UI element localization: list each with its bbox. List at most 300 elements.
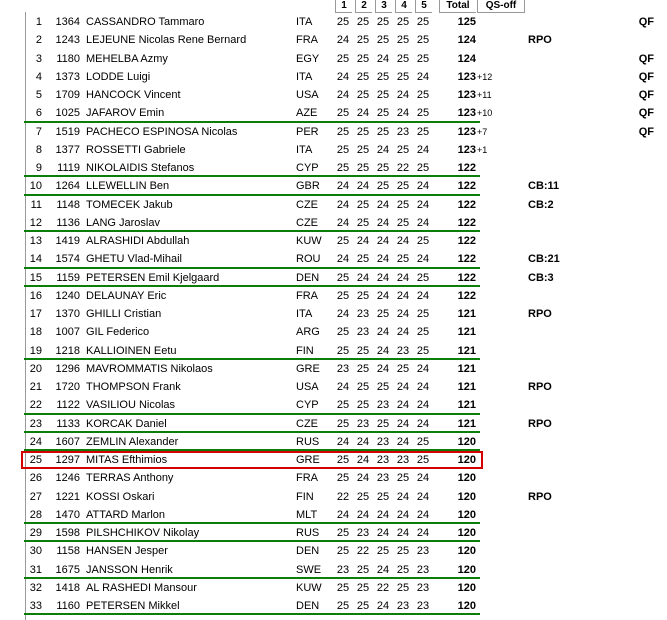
bib-cell: 1418	[55, 581, 80, 594]
total-score: 123	[457, 89, 476, 101]
series-score-5: 25	[416, 52, 430, 65]
table-row	[0, 67, 667, 85]
series-score-3: 24	[376, 362, 390, 375]
shoot-off-score: +10	[477, 108, 493, 119]
series-score-3: 25	[376, 34, 390, 47]
rank-cell: 8	[35, 143, 42, 156]
nation-code: GBR	[296, 180, 320, 193]
series-score-2: 24	[356, 180, 370, 193]
series-score-4: 24	[396, 235, 410, 247]
series-score-1: 25	[336, 289, 350, 302]
athlete-name: ROSSETTI Gabriele	[86, 143, 186, 156]
series-score-5: 24	[416, 490, 430, 503]
total-score: 120	[457, 581, 476, 594]
rank-cell: 3	[35, 52, 42, 65]
athlete-name: MITAS Efthimios	[86, 454, 168, 466]
total-score: 121	[457, 417, 476, 430]
rank-cell: 6	[35, 107, 42, 120]
series-score-5: 24	[416, 198, 430, 211]
series-score-5: 25	[416, 326, 430, 339]
table-row	[0, 268, 667, 286]
total-score: 125	[457, 16, 476, 28]
rank-cell: 11	[30, 198, 42, 211]
athlete-name: KORCAK Daniel	[86, 417, 167, 430]
table-row	[0, 505, 667, 523]
nation-code: CZE	[296, 198, 318, 211]
athlete-name: PILSHCHIKOV Nikolay	[86, 527, 200, 539]
series-score-5: 24	[416, 180, 430, 193]
series-score-2: 25	[356, 143, 370, 156]
remark-cell: CB:21	[528, 253, 560, 266]
nation-code: SWE	[296, 563, 322, 576]
table-row	[0, 103, 667, 121]
series-score-5: 25	[416, 16, 430, 28]
series-score-1: 24	[336, 34, 350, 47]
bib-cell: 1119	[57, 162, 80, 174]
series-score-1: 23	[336, 563, 350, 576]
series-score-1: 24	[336, 216, 350, 229]
table-row	[0, 414, 667, 432]
athlete-name: GHETU Vlad-Mihail	[86, 253, 182, 266]
series-score-2: 23	[356, 417, 370, 430]
nation-code: FIN	[296, 490, 314, 503]
shoot-off-score: +11	[477, 90, 492, 100]
bib-cell: 1675	[55, 563, 80, 576]
table-row	[0, 377, 667, 395]
series-score-4: 24	[396, 490, 410, 503]
series-score-1: 24	[336, 70, 350, 83]
series-score-3: 24	[376, 326, 390, 339]
bib-cell: 1136	[56, 216, 80, 229]
series-score-1: 25	[336, 326, 350, 339]
total-score: 122	[457, 253, 476, 266]
series-score-2: 25	[356, 52, 370, 65]
total-score: 123	[457, 70, 476, 83]
rank-cell: 18	[29, 326, 42, 339]
rank-cell: 5	[35, 89, 42, 101]
series-score-3: 25	[376, 180, 390, 193]
series-score-5: 25	[416, 344, 430, 357]
series-score-3: 25	[376, 70, 390, 83]
bib-cell: 1598	[55, 527, 80, 539]
nation-code: ROU	[296, 253, 321, 266]
series-score-5: 23	[416, 600, 430, 612]
athlete-name: LODDE Luigi	[86, 70, 151, 83]
series-score-1: 25	[336, 344, 350, 357]
nation-code: KUW	[296, 581, 322, 594]
series-score-3: 23	[376, 399, 390, 412]
total-score: 123	[457, 107, 476, 120]
athlete-name: MAVROMMATIS Nikolaos	[86, 362, 213, 375]
athlete-name: PACHECO ESPINOSA Nicolas	[86, 125, 238, 138]
series-score-5: 23	[416, 563, 430, 576]
series-score-4: 25	[396, 34, 410, 47]
series-score-1: 24	[336, 308, 350, 320]
nation-code: KUW	[296, 235, 322, 247]
rank-cell: 22	[29, 399, 42, 412]
nation-code: FRA	[296, 34, 318, 47]
series-score-3: 25	[376, 162, 390, 174]
table-row	[0, 12, 667, 30]
athlete-name: JANSSON Henrik	[86, 563, 173, 576]
bib-cell: 1180	[56, 52, 80, 65]
series-score-3: 25	[376, 417, 390, 430]
series-score-5: 24	[416, 381, 430, 393]
series-score-3: 23	[376, 472, 390, 485]
series-score-1: 25	[336, 399, 350, 412]
athlete-name: VASILIOU Nicolas	[86, 399, 176, 412]
remark-cell: CB:2	[528, 198, 554, 211]
table-row	[0, 322, 667, 340]
nation-code: ITA	[296, 308, 313, 320]
qualification-status: QF	[638, 107, 654, 120]
table-row	[0, 541, 667, 559]
athlete-name: PETERSEN Emil Kjelgaard	[86, 271, 220, 284]
series-score-4: 24	[396, 271, 410, 284]
bib-cell: 1377	[55, 143, 80, 156]
series-score-4: 25	[396, 16, 410, 28]
series-score-1: 22	[336, 490, 350, 503]
series-score-3: 24	[376, 235, 390, 247]
rank-cell: 7	[35, 125, 42, 138]
qualification-status: QF	[638, 89, 654, 101]
bib-cell: 1159	[56, 271, 80, 284]
header-round-4: 4	[395, 0, 412, 13]
header-qs-off: QS-off	[477, 0, 525, 13]
nation-code: ITA	[296, 16, 313, 28]
total-score: 120	[457, 527, 476, 539]
table-row	[0, 286, 667, 304]
series-score-3: 25	[376, 125, 390, 138]
athlete-name: DELAUNAY Eric	[86, 289, 167, 302]
bib-cell: 1574	[55, 253, 80, 266]
series-score-2: 25	[356, 162, 370, 174]
rank-cell: 21	[29, 381, 42, 393]
bib-cell: 1133	[56, 417, 80, 430]
series-score-4: 25	[396, 362, 410, 375]
athlete-name: PETERSEN Mikkel	[86, 600, 180, 612]
table-row	[0, 395, 667, 413]
total-score: 121	[457, 326, 476, 339]
remark-cell: RPO	[528, 308, 552, 320]
nation-code: DEN	[296, 600, 320, 612]
series-score-2: 25	[356, 289, 370, 302]
nation-code: GRE	[296, 362, 320, 375]
series-score-2: 23	[356, 308, 370, 320]
nation-code: CYP	[296, 162, 319, 174]
series-score-1: 24	[336, 381, 350, 393]
series-score-5: 24	[416, 508, 430, 521]
rank-cell: 12	[29, 216, 42, 229]
series-score-5: 25	[416, 162, 430, 174]
total-score: 123	[457, 143, 476, 156]
athlete-name: KALLIOINEN Eetu	[86, 344, 177, 357]
rank-cell: 33	[29, 600, 42, 612]
bib-cell: 1158	[56, 545, 80, 558]
athlete-name: KOSSI Oskari	[86, 490, 155, 503]
series-score-4: 24	[396, 399, 410, 412]
series-score-2: 24	[356, 271, 370, 284]
series-score-1: 24	[336, 180, 350, 193]
series-score-3: 24	[376, 143, 390, 156]
athlete-name: ATTARD Marlon	[86, 508, 166, 521]
total-score: 121	[457, 308, 476, 320]
series-score-4: 24	[396, 381, 410, 393]
rank-cell: 29	[29, 527, 42, 539]
table-row	[0, 249, 667, 267]
rank-cell: 17	[29, 308, 42, 320]
total-score: 121	[457, 399, 476, 412]
series-score-3: 24	[376, 253, 390, 266]
series-score-5: 24	[416, 143, 430, 156]
table-row	[0, 560, 667, 578]
series-score-2: 25	[356, 216, 370, 229]
athlete-name: LLEWELLIN Ben	[86, 180, 170, 193]
header-round-1: 1	[335, 0, 352, 13]
qualification-status: QF	[638, 52, 654, 65]
bib-cell: 1419	[55, 235, 80, 247]
total-score: 122	[457, 162, 476, 174]
series-score-5: 25	[416, 125, 430, 138]
bib-cell: 1720	[55, 381, 80, 393]
table-row	[0, 231, 667, 249]
series-score-2: 25	[356, 125, 370, 138]
bib-cell: 1007	[55, 326, 80, 339]
table-row	[0, 578, 667, 596]
series-score-1: 25	[336, 581, 350, 594]
table-row	[0, 341, 667, 359]
rank-cell: 20	[29, 362, 42, 375]
rank-cell: 13	[29, 235, 42, 247]
series-score-2: 25	[356, 581, 370, 594]
table-row	[0, 213, 667, 231]
series-score-3: 23	[376, 454, 390, 466]
series-score-5: 25	[416, 89, 430, 101]
table-row	[0, 596, 667, 614]
series-score-1: 25	[336, 16, 350, 28]
nation-code: USA	[296, 381, 319, 393]
series-score-1: 24	[336, 253, 350, 266]
series-score-1: 25	[336, 454, 350, 466]
shoot-off-score: +1	[477, 144, 488, 155]
series-score-4: 23	[396, 125, 410, 138]
series-score-4: 25	[396, 216, 410, 229]
series-score-4: 25	[396, 52, 410, 65]
nation-code: AZE	[296, 107, 318, 120]
series-score-3: 24	[376, 198, 390, 211]
athlete-name: ALRASHIDI Abdullah	[86, 235, 190, 247]
series-score-1: 25	[336, 600, 350, 612]
series-score-2: 24	[356, 472, 370, 485]
total-score: 124	[457, 52, 476, 65]
series-score-1: 25	[336, 271, 350, 284]
athlete-name: TERRAS Anthony	[86, 472, 174, 485]
rank-cell: 31	[29, 563, 42, 576]
series-score-4: 24	[396, 326, 410, 339]
bib-cell: 1025	[55, 107, 80, 120]
nation-code: GRE	[296, 454, 320, 466]
series-score-2: 25	[356, 490, 370, 503]
table-row	[0, 359, 667, 377]
rank-cell: 10	[29, 180, 42, 193]
table-row	[0, 468, 667, 486]
bib-cell: 1364	[55, 16, 80, 28]
qualification-status: QF	[638, 125, 654, 138]
bib-cell: 1246	[55, 472, 80, 485]
series-score-5: 24	[416, 362, 430, 375]
shoot-off-score: +12	[477, 71, 493, 82]
bib-cell: 1218	[55, 344, 80, 357]
series-score-3: 24	[376, 600, 390, 612]
nation-code: MLT	[296, 508, 318, 521]
series-score-4: 24	[396, 417, 410, 430]
total-score: 124	[457, 34, 476, 47]
rank-cell: 1	[35, 16, 42, 28]
series-score-1: 25	[336, 472, 350, 485]
nation-code: FRA	[296, 472, 318, 485]
shoot-off-score: +7	[477, 126, 488, 137]
header-round-5: 5	[415, 0, 432, 13]
series-score-2: 25	[356, 399, 370, 412]
series-score-4: 24	[396, 89, 410, 101]
rank-cell: 25	[29, 454, 42, 466]
series-score-5: 25	[416, 107, 430, 120]
series-score-5: 23	[416, 545, 430, 558]
bib-cell: 1221	[55, 490, 80, 503]
nation-code: DEN	[296, 271, 320, 284]
bib-cell: 1160	[56, 600, 80, 612]
series-score-2: 25	[356, 600, 370, 612]
bib-cell: 1240	[55, 289, 80, 302]
header-round-3: 3	[375, 0, 392, 13]
total-score: 120	[457, 490, 476, 503]
table-row	[0, 122, 667, 140]
bib-cell: 1296	[55, 362, 80, 375]
athlete-name: HANCOCK Vincent	[86, 89, 181, 101]
rank-cell: 15	[29, 271, 42, 284]
series-score-4: 24	[396, 107, 410, 120]
series-score-2: 25	[356, 34, 370, 47]
athlete-name: MEHELBA Azmy	[86, 52, 168, 65]
series-score-4: 24	[396, 435, 410, 448]
series-score-1: 25	[336, 162, 350, 174]
total-score: 120	[457, 600, 476, 612]
total-score: 123	[457, 125, 476, 138]
remark-cell: RPO	[528, 34, 552, 47]
series-score-3: 25	[376, 16, 390, 28]
nation-code: ARG	[296, 326, 320, 339]
rank-cell: 27	[29, 490, 42, 503]
bib-cell: 1607	[55, 435, 80, 448]
series-score-3: 25	[376, 545, 390, 558]
bib-cell: 1519	[55, 125, 80, 138]
rank-cell: 19	[29, 344, 42, 357]
table-row	[0, 432, 667, 450]
series-score-4: 25	[396, 180, 410, 193]
series-score-2: 25	[356, 563, 370, 576]
total-score: 122	[457, 180, 476, 193]
qualification-status: QF	[638, 16, 654, 28]
header-round-2: 2	[355, 0, 372, 13]
nation-code: RUS	[296, 527, 320, 539]
series-score-2: 25	[356, 344, 370, 357]
bib-cell: 1470	[55, 508, 80, 521]
series-score-2: 25	[356, 89, 370, 101]
results-table-header	[0, 0, 667, 12]
bib-cell: 1264	[55, 180, 80, 193]
athlete-name: TOMECEK Jakub	[86, 198, 173, 211]
table-row	[0, 140, 667, 158]
series-score-3: 25	[376, 89, 390, 101]
athlete-name: GHILLI Cristian	[86, 308, 162, 320]
nation-code: CZE	[296, 417, 318, 430]
series-score-4: 24	[396, 308, 410, 320]
series-score-2: 25	[356, 16, 370, 28]
series-score-4: 25	[396, 198, 410, 211]
total-score: 121	[457, 362, 476, 375]
rank-cell: 24	[29, 435, 42, 448]
series-score-1: 25	[336, 125, 350, 138]
series-score-1: 25	[336, 107, 350, 120]
rank-cell: 9	[35, 162, 42, 174]
total-score: 121	[457, 344, 476, 357]
nation-code: CYP	[296, 399, 319, 412]
table-row	[0, 176, 667, 194]
total-score: 120	[457, 454, 476, 466]
header-total: Total	[439, 0, 476, 13]
table-row	[0, 49, 667, 67]
series-score-1: 24	[336, 198, 350, 211]
highlighted-row-box	[21, 451, 483, 469]
series-score-3: 23	[376, 435, 390, 448]
table-row	[0, 30, 667, 48]
series-score-2: 24	[356, 508, 370, 521]
series-score-5: 23	[416, 581, 430, 594]
remark-cell: RPO	[528, 417, 552, 430]
series-score-3: 24	[376, 289, 390, 302]
bib-cell: 1122	[56, 399, 80, 412]
series-score-4: 25	[396, 563, 410, 576]
bib-cell: 1373	[55, 70, 80, 83]
series-score-5: 24	[416, 472, 430, 485]
series-score-3: 25	[376, 490, 390, 503]
series-score-1: 23	[336, 362, 350, 375]
athlete-name: GIL Federico	[86, 326, 150, 339]
series-score-3: 24	[376, 216, 390, 229]
series-score-2: 23	[356, 326, 370, 339]
total-score: 122	[457, 216, 476, 229]
series-score-4: 24	[396, 508, 410, 521]
series-score-4: 25	[396, 253, 410, 266]
athlete-name: THOMPSON Frank	[86, 381, 181, 393]
table-row	[0, 158, 667, 176]
athlete-name: HANSEN Jesper	[86, 545, 168, 558]
series-score-3: 25	[376, 381, 390, 393]
total-score: 122	[457, 235, 476, 247]
series-score-1: 24	[336, 89, 350, 101]
remark-cell: CB:3	[528, 271, 554, 284]
series-score-5: 25	[416, 308, 430, 320]
series-score-4: 25	[396, 581, 410, 594]
series-score-2: 24	[356, 435, 370, 448]
nation-code: CZE	[296, 216, 318, 229]
nation-code: ITA	[296, 70, 313, 83]
remark-cell: RPO	[528, 381, 552, 393]
series-score-2: 25	[356, 362, 370, 375]
series-score-5: 24	[416, 253, 430, 266]
series-score-4: 24	[396, 527, 410, 539]
table-row	[0, 487, 667, 505]
